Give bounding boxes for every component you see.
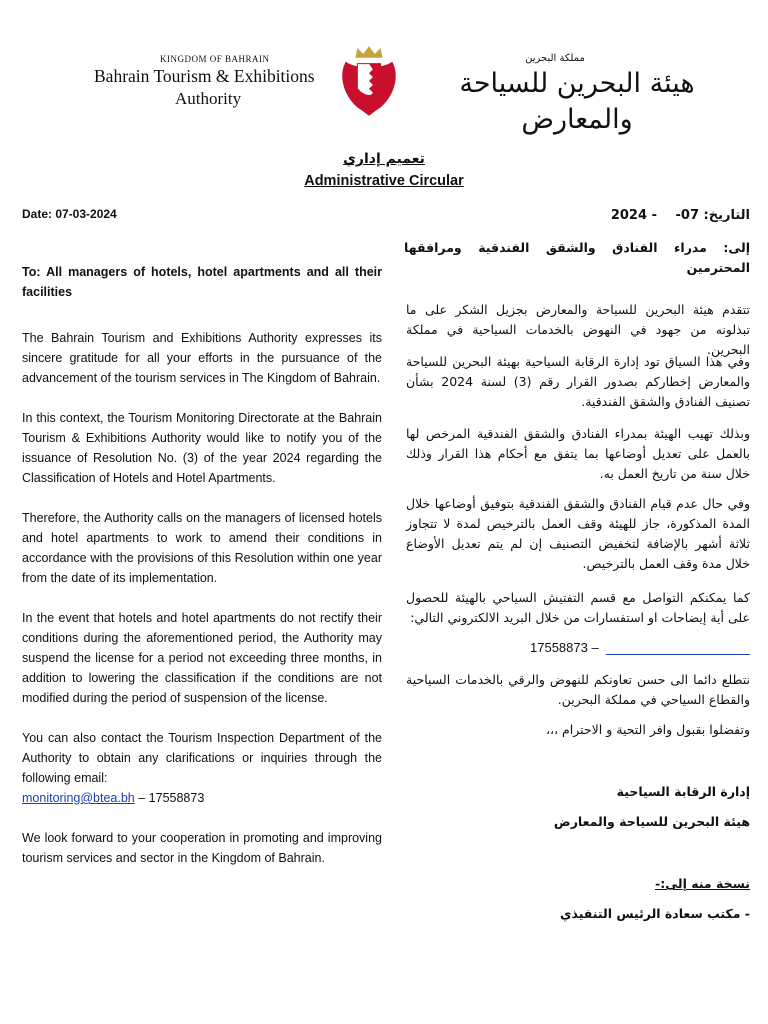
- title-en: Administrative Circular: [304, 173, 464, 189]
- en-paragraph-5: You can also contact the Tourism Inspection Department of the Authority to obtain any clarifications or inquiries through the following email:: [22, 731, 382, 785]
- en-paragraph-2: In this context, the Tourism Monitoring Directorate at the Bahrain Tourism & Exhibitions Authority would like to notify you of the issuance of Resolution No. (3) of the year 2024 regarding the Classification of Hotels and Hotel Apartments.: [22, 411, 382, 485]
- ar-email-underline: [606, 654, 750, 655]
- ar-paragraph-3: وبذلك تهيب الهيئة بمدراء الفنادق والشقق الفندقية المرخص لها بالعمل على تعديل أوضاعها بما يتفق مع أحكام هذا القرار وذلك خلال سنة من تاريخ العمل به.: [406, 426, 750, 481]
- en-contact-line: [22, 788, 382, 808]
- ar-signature-authority: هيئة البحرين للسياحة والمعارض: [553, 814, 750, 829]
- ar-paragraph-1: تتقدم هيئة البحرين للسياحة والمعارض بجزيل الشكر على ما تبذلونه من جهود في النهوض بالخدمات السياحية في مملكة البحرين.: [406, 302, 750, 357]
- en-phone: – 17558873: [134, 791, 205, 805]
- date-ar-year: 2024: [610, 208, 648, 223]
- ar-phone: 17558873 –: [530, 640, 599, 655]
- ar-signature-dept: إدارة الرقابة السياحية: [616, 784, 750, 799]
- date-ar-label: التاريخ:: [703, 208, 750, 223]
- en-paragraph-1: The Bahrain Tourism and Exhibitions Authority expresses its sincere gratitude for all your efforts in the pursuance of the advancement of the tourism services in The Kingdom of Bahrain.: [22, 331, 382, 385]
- ar-contact-line: [530, 638, 750, 658]
- header-authority-ar: هيئة البحرين للسياحة والمعارض: [459, 68, 695, 135]
- header-kingdom-en: KINGDOM OF BAHRAIN: [160, 54, 270, 64]
- header: [0, 40, 768, 135]
- title-ar: تعميم إداري: [343, 151, 425, 167]
- ar-paragraph-2: وفي هذا السياق تود إدارة الرقابة السياحية بهيئة البحرين للسياحة والمعارض إخطاركم بصدور القرار رقم (3) لسنة 2024 بشأن تصنيف الفنادق والشقق الفندقية.: [406, 354, 751, 409]
- date-ar-month: -: [651, 208, 657, 223]
- bahrain-emblem-icon: [340, 44, 398, 118]
- header-authority-en-line2: Authority: [175, 89, 242, 108]
- ar-paragraph-6: نتطلع دائما الى حسن تعاونكم للنهوض والرقي بالخدمات السياحية والقطاع السياحي في مملكة البحرين.: [406, 672, 750, 707]
- en-paragraph-4: In the event that hotels and hotel apartments do not rectify their conditions during the aforementioned period, the Authority may suspend the license for a period not exceeding three months, in addition to lowering the classification if the conditions are not modified during the period of suspension of the license.: [22, 611, 382, 705]
- to-ar: إلى: مدراء الفنادق والشقق الفندقية ومرافقها المحترمين: [404, 240, 750, 275]
- date-ar: [560, 206, 750, 226]
- ar-closing: وتفضلوا بقبول وافر التحية و الاحترام ،،،: [545, 722, 750, 737]
- en-paragraph-3: Therefore, the Authority calls on the managers of licensed hotels and hotel apartments to work to amend their conditions in accordance with the provisions of this Resolution within one year from the date of its implementation.: [22, 511, 382, 585]
- ar-copy-label: نسخة منه إلى:-: [655, 876, 750, 891]
- header-kingdom-ar: مملكة البحرين: [525, 53, 585, 64]
- header-authority-en-line1: Bahrain Tourism & Exhibitions: [94, 66, 315, 86]
- ar-paragraph-4: وفي حال عدم قيام الفنادق والشقق الفندقية بتوفيق أوضاعها خلال المدة المذكورة، جاز للهيئة وقف العمل بالترخيص لمدة لا تتجاوز ثلاثة أشهر بالإضافة لتخفيض التصنيف إن لم يتم تعديل الأوضاع خلال مدة وقف العمل بالترخيص.: [406, 496, 750, 571]
- date-ar-day: 07-: [675, 208, 699, 223]
- ar-paragraph-5: كما يمكنكم التواصل مع قسم التفتيش السياحي بالهيئة للحصول على أية إيضاحات او استفسارات من خلال البريد الالكتروني التالي:: [406, 590, 750, 625]
- to-en: To: All managers of hotels, hotel apartments and all their facilities: [22, 265, 382, 299]
- ar-copy-to: - مكتب سعادة الرئيس التنفيذي: [560, 906, 750, 921]
- email-link[interactable]: monitoring@btea.bh: [22, 791, 135, 805]
- date-en: Date: 07-03-2024: [22, 207, 117, 221]
- en-paragraph-6: We look forward to your cooperation in promoting and improving tourism services and sector in the Kingdom of Bahrain.: [22, 831, 382, 865]
